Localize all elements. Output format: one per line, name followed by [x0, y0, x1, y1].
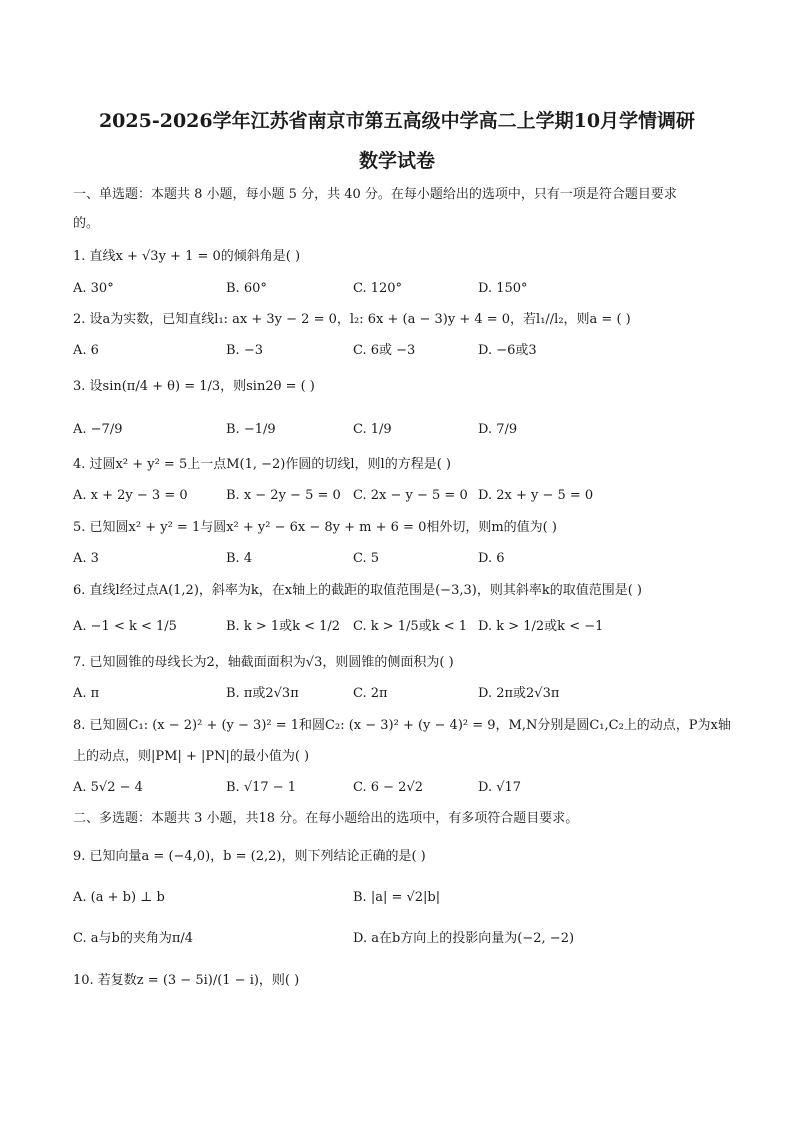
question-2-options — [73, 341, 733, 361]
q9-option-c: C. a与b的夹角为π/4 — [73, 931, 194, 946]
q7-option-b: B. π或2√3π — [226, 686, 299, 701]
question-3-options — [73, 420, 733, 440]
q4-option-a: A. x + 2y − 3 = 0 — [73, 488, 188, 503]
q8-option-b: B. √17 − 1 — [226, 780, 297, 795]
q2-option-a: A. 6 — [73, 343, 99, 358]
q5-option-d: D. 6 — [478, 551, 505, 566]
section1-heading: 一、单选题：本题共 8 小题，每小题 5 分，共 40 分。在每小题给出的选项中，只有一项是符合题目要求 — [73, 187, 677, 202]
q9-option-b: B. |a| = √2|b| — [353, 890, 441, 905]
q1-option-c: C. 120° — [353, 281, 403, 296]
q8-option-c: C. 6 − 2√2 — [353, 780, 424, 795]
q5-option-c: C. 5 — [353, 551, 380, 566]
section1-heading-cont: 的。 — [73, 216, 100, 231]
section2-heading: 二、多选题：本题共 3 小题，共18 分。在每小题给出的选项中，有多项符合题目要求。 — [73, 811, 579, 826]
q2-option-b: B. −3 — [226, 343, 263, 358]
question-7-options — [73, 684, 733, 704]
q6-option-c: C. k > 1/5或k < 1 — [353, 619, 468, 634]
q4-option-c: C. 2x − y − 5 = 0 — [353, 488, 468, 503]
q6-option-d: D. k > 1/2或k < −1 — [478, 619, 604, 634]
exam-title-line2: 数学试卷 — [358, 150, 435, 172]
q9-option-d: D. a在b方向上的投影向量为(−2, −2) — [353, 931, 575, 946]
q4-option-b: B. x − 2y − 5 = 0 — [226, 488, 341, 503]
question-6-stem: 6. 直线l经过点A(1,2)，斜率为k，在x轴上的截距的取值范围是(−3,3)，则其斜率k的取值范围是( ) — [73, 583, 642, 598]
q3-option-c: C. 1/9 — [353, 422, 392, 437]
q7-option-c: C. 2π — [353, 686, 388, 701]
q3-option-b: B. −1/9 — [226, 422, 276, 437]
q1-option-d: D. 150° — [478, 281, 528, 296]
q8-option-a: A. 5√2 − 4 — [73, 780, 143, 795]
exam-title-line1: 2025-2026学年江苏省南京市第五高级中学高二上学期10月学情调研 — [98, 110, 696, 132]
q9-option-a: A. (a + b) ⊥ b — [73, 890, 165, 905]
q7-option-a: A. π — [73, 686, 100, 701]
q6-option-b: B. k > 1或k < 1/2 — [226, 619, 341, 634]
question-1-options — [73, 279, 733, 299]
q8-option-d: D. √17 — [478, 780, 522, 795]
question-4-options — [73, 486, 733, 506]
question-8-options — [73, 778, 733, 798]
q2-option-c: C. 6或 −3 — [353, 343, 416, 358]
q1-option-b: B. 60° — [226, 281, 267, 296]
question-1-stem: 1. 直线x + √3y + 1 = 0的倾斜角是( ) — [73, 249, 301, 264]
question-7-stem: 7. 已知圆锥的母线长为2，轴截面面积为√3，则圆锥的侧面积为( ) — [73, 655, 454, 670]
question-9-options-row2 — [73, 929, 733, 949]
question-8-stem: 8. 已知圆C₁: (x − 2)² + (y − 3)² = 1和圆C₂: (x − 3)² + (y − 4)² = 9，M,N分别是圆C₁,C₂上的动点，P为x轴 — [73, 718, 731, 733]
q4-option-d: D. 2x + y − 5 = 0 — [478, 488, 594, 503]
question-9-stem: 9. 已知向量a = (−4,0)，b = (2,2)，则下列结论正确的是( ) — [73, 849, 426, 864]
q6-option-a: A. −1 < k < 1/5 — [73, 619, 177, 634]
question-9-options-row1 — [73, 888, 733, 908]
q3-option-a: A. −7/9 — [73, 422, 123, 437]
question-2-stem: 2. 设a为实数，已知直线l₁: ax + 3y − 2 = 0，l₂: 6x + (a − 3)y + 4 = 0，若l₁//l₂，则a = ( ) — [73, 312, 631, 327]
q1-option-a: A. 30° — [73, 281, 114, 296]
q2-option-d: D. −6或3 — [478, 343, 537, 358]
question-8-stem-cont: 上的动点，则|PM| + |PN|的最小值为( ) — [73, 749, 310, 764]
question-5-stem: 5. 已知圆x² + y² = 1与圆x² + y² − 6x − 8y + m + 6 = 0相外切，则m的值为( ) — [73, 520, 557, 535]
q5-option-b: B. 4 — [226, 551, 253, 566]
q3-option-d: D. 7/9 — [478, 422, 518, 437]
question-5-options — [73, 549, 733, 569]
question-10-stem: 10. 若复数z = (3 − 5i)/(1 − i)，则( ) — [73, 973, 300, 988]
q7-option-d: D. 2π或2√3π — [478, 686, 560, 701]
question-6-options — [73, 617, 733, 637]
question-3-stem: 3. 设sin(π/4 + θ) = 1/3，则sin2θ = ( ) — [73, 379, 315, 394]
q5-option-a: A. 3 — [73, 551, 99, 566]
question-4-stem: 4. 过圆x² + y² = 5上一点M(1, −2)作圆的切线l，则l的方程是( ) — [73, 457, 451, 472]
